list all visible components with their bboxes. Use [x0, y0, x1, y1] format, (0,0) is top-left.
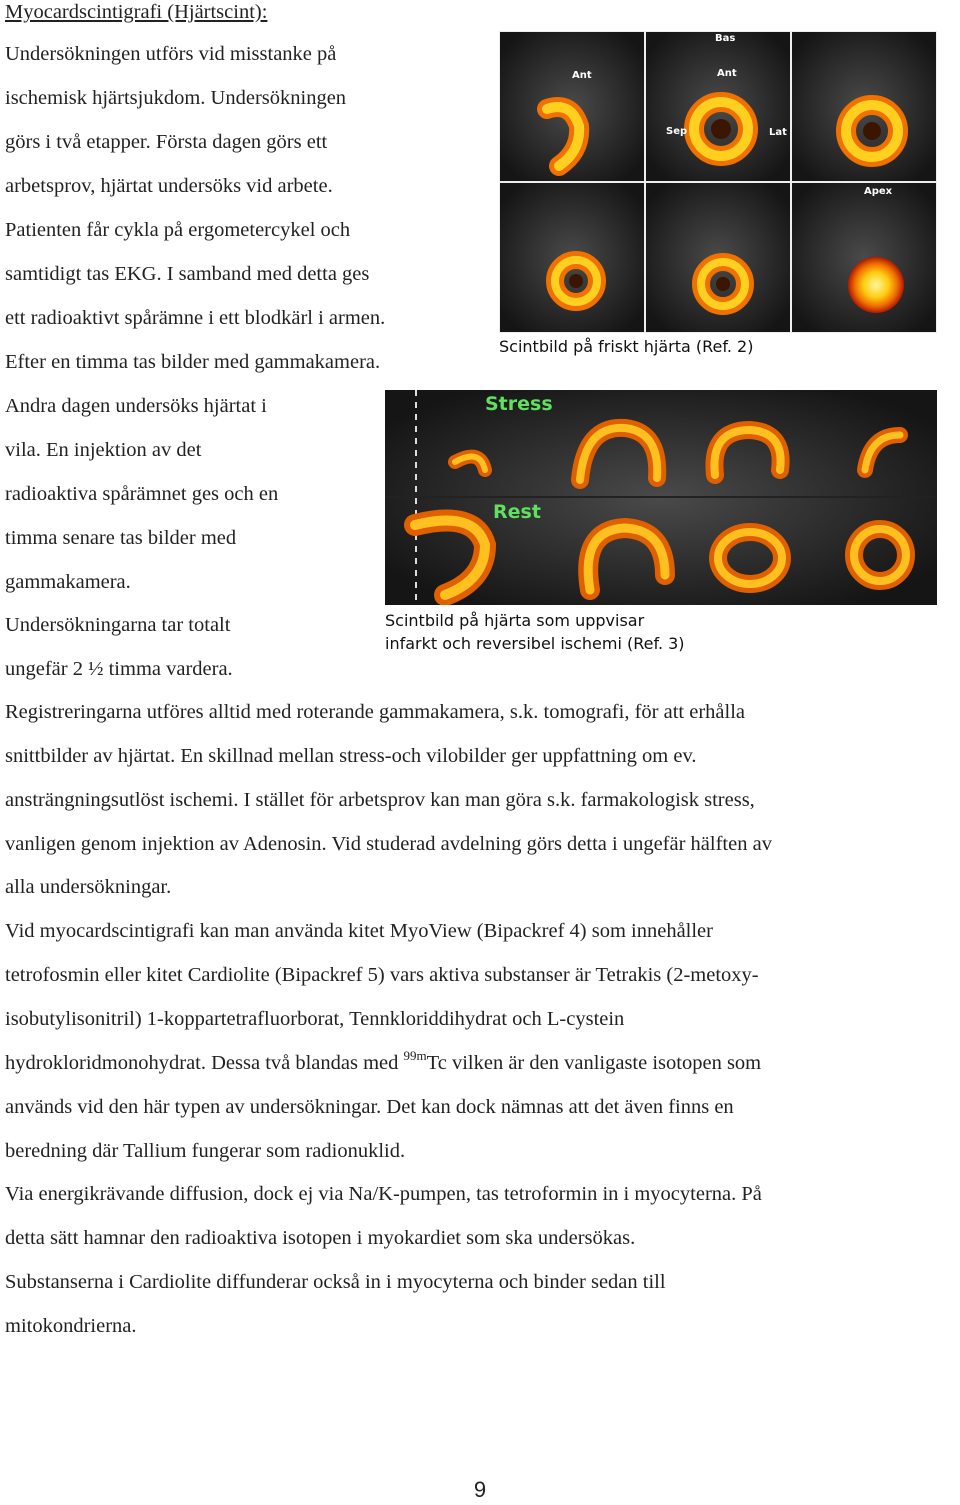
intro-line-6: samtidigt tas EKG. I samband med detta ges — [5, 263, 370, 285]
intro-line-5: Patienten får cykla på ergometercykel och — [5, 219, 351, 241]
body-line-1: Registreringarna utföres alltid med roterande gammakamera, s.k. tomografi, för att erhålla — [5, 701, 745, 723]
ischemia-heart-scan-graphic — [385, 390, 937, 605]
ischemia-heart-scan-image — [385, 390, 937, 605]
isotope-line-before: hydrokloridmonohydrat. Dessa två blandas med — [5, 1052, 404, 1074]
intro-line-3: görs i två etapper. Första dagen görs ett — [5, 131, 328, 153]
isotope-line — [5, 1041, 761, 1085]
label-ant-2: Ant — [717, 68, 737, 79]
label-ant-1: Ant — [572, 70, 592, 81]
tail-line-4: detta sätt hamnar den radioaktiva isotopen i myokardiet som ska undersökas. — [5, 1227, 636, 1249]
intro-line-2: ischemisk hjärtsjukdom. Undersökningen — [5, 87, 347, 109]
intro-line-9: Andra dagen undersöks hjärtat i — [5, 395, 267, 417]
rest-label: Rest — [493, 501, 541, 523]
tail-line-3: Via energikrävande diffusion, dock ej via Na/K-pumpen, tas tetroformin in i myocyterna. På — [5, 1183, 762, 1205]
intro-line-1: Undersökningen utförs vid misstanke på — [5, 43, 337, 65]
intro-line-13: gammakamera. — [5, 571, 131, 593]
isotope-line-after: Tc vilken är den vanligaste isotopen som — [426, 1052, 762, 1074]
healthy-heart-scan-image — [499, 31, 937, 333]
body-line-4: vanligen genom injektion av Adenosin. Vid studerad avdelning görs detta i ungefär hälften av — [5, 833, 772, 855]
body-line-3: ansträngningsutlöst ischemi. I stället för arbetsprov kan man göra s.k. farmakologisk stress, — [5, 789, 755, 811]
tail-line-5: Substanserna i Cardiolite diffunderar också in i myocyterna och binder sedan till — [5, 1271, 666, 1293]
figure1-caption: Scintbild på friskt hjärta (Ref. 2) — [499, 337, 754, 356]
page-number: 9 — [473, 1477, 487, 1502]
figure2-caption-line-2: infarkt och reversibel ischemi (Ref. 3) — [385, 634, 685, 653]
tail-line-1: används vid den här typen av undersökningar. Det kan dock nämnas att det även finns en — [5, 1096, 734, 1118]
intro-line-10: vila. En injektion av det — [5, 439, 202, 461]
label-apex: Apex — [864, 186, 893, 197]
intro-line-4: arbetsprov, hjärtat undersöks vid arbete. — [5, 175, 333, 197]
intro-line-11: radioaktiva spårämnet ges och en — [5, 483, 279, 505]
body-line-7: tetrofosmin eller kitet Cardiolite (Bipackref 5) vars aktiva substanser är Tetrakis (2-metoxy- — [5, 964, 759, 986]
body-line-8: isobutylisonitril) 1-koppartetrafluorborat, Tennkloriddihydrat och L-cystein — [5, 1008, 625, 1030]
label-sep: Sep — [666, 126, 688, 137]
intro-line-15: ungefär 2 ½ timma vardera. — [5, 658, 233, 680]
figure2-caption-line-1: Scintbild på hjärta som uppvisar — [385, 611, 645, 630]
isotope-superscript: 99m — [403, 1048, 427, 1063]
body-line-6: Vid myocardscintigrafi kan man använda kitet MyoView (Bipackref 4) som innehåller — [5, 920, 713, 942]
tail-line-2: beredning där Tallium fungerar som radionuklid. — [5, 1140, 406, 1162]
healthy-heart-scan-graphic — [499, 31, 937, 333]
intro-line-12: timma senare tas bilder med — [5, 527, 237, 549]
tail-line-6: mitokondrierna. — [5, 1315, 137, 1337]
stress-label: Stress — [485, 393, 553, 415]
page-title: Myocardscintigrafi (Hjärtscint): — [5, 1, 268, 23]
intro-line-14: Undersökningarna tar totalt — [5, 614, 231, 636]
body-line-5: alla undersökningar. — [5, 876, 172, 898]
intro-line-8: Efter en timma tas bilder med gammakamera. — [5, 351, 381, 373]
label-bas: Bas — [715, 33, 736, 44]
body-line-2: snittbilder av hjärtat. En skillnad mellan stress-och vilobilder ger uppfattning om ev. — [5, 745, 697, 767]
intro-line-7: ett radioaktivt spårämne i ett blodkärl i armen. — [5, 307, 386, 329]
label-lat: Lat — [769, 127, 787, 138]
